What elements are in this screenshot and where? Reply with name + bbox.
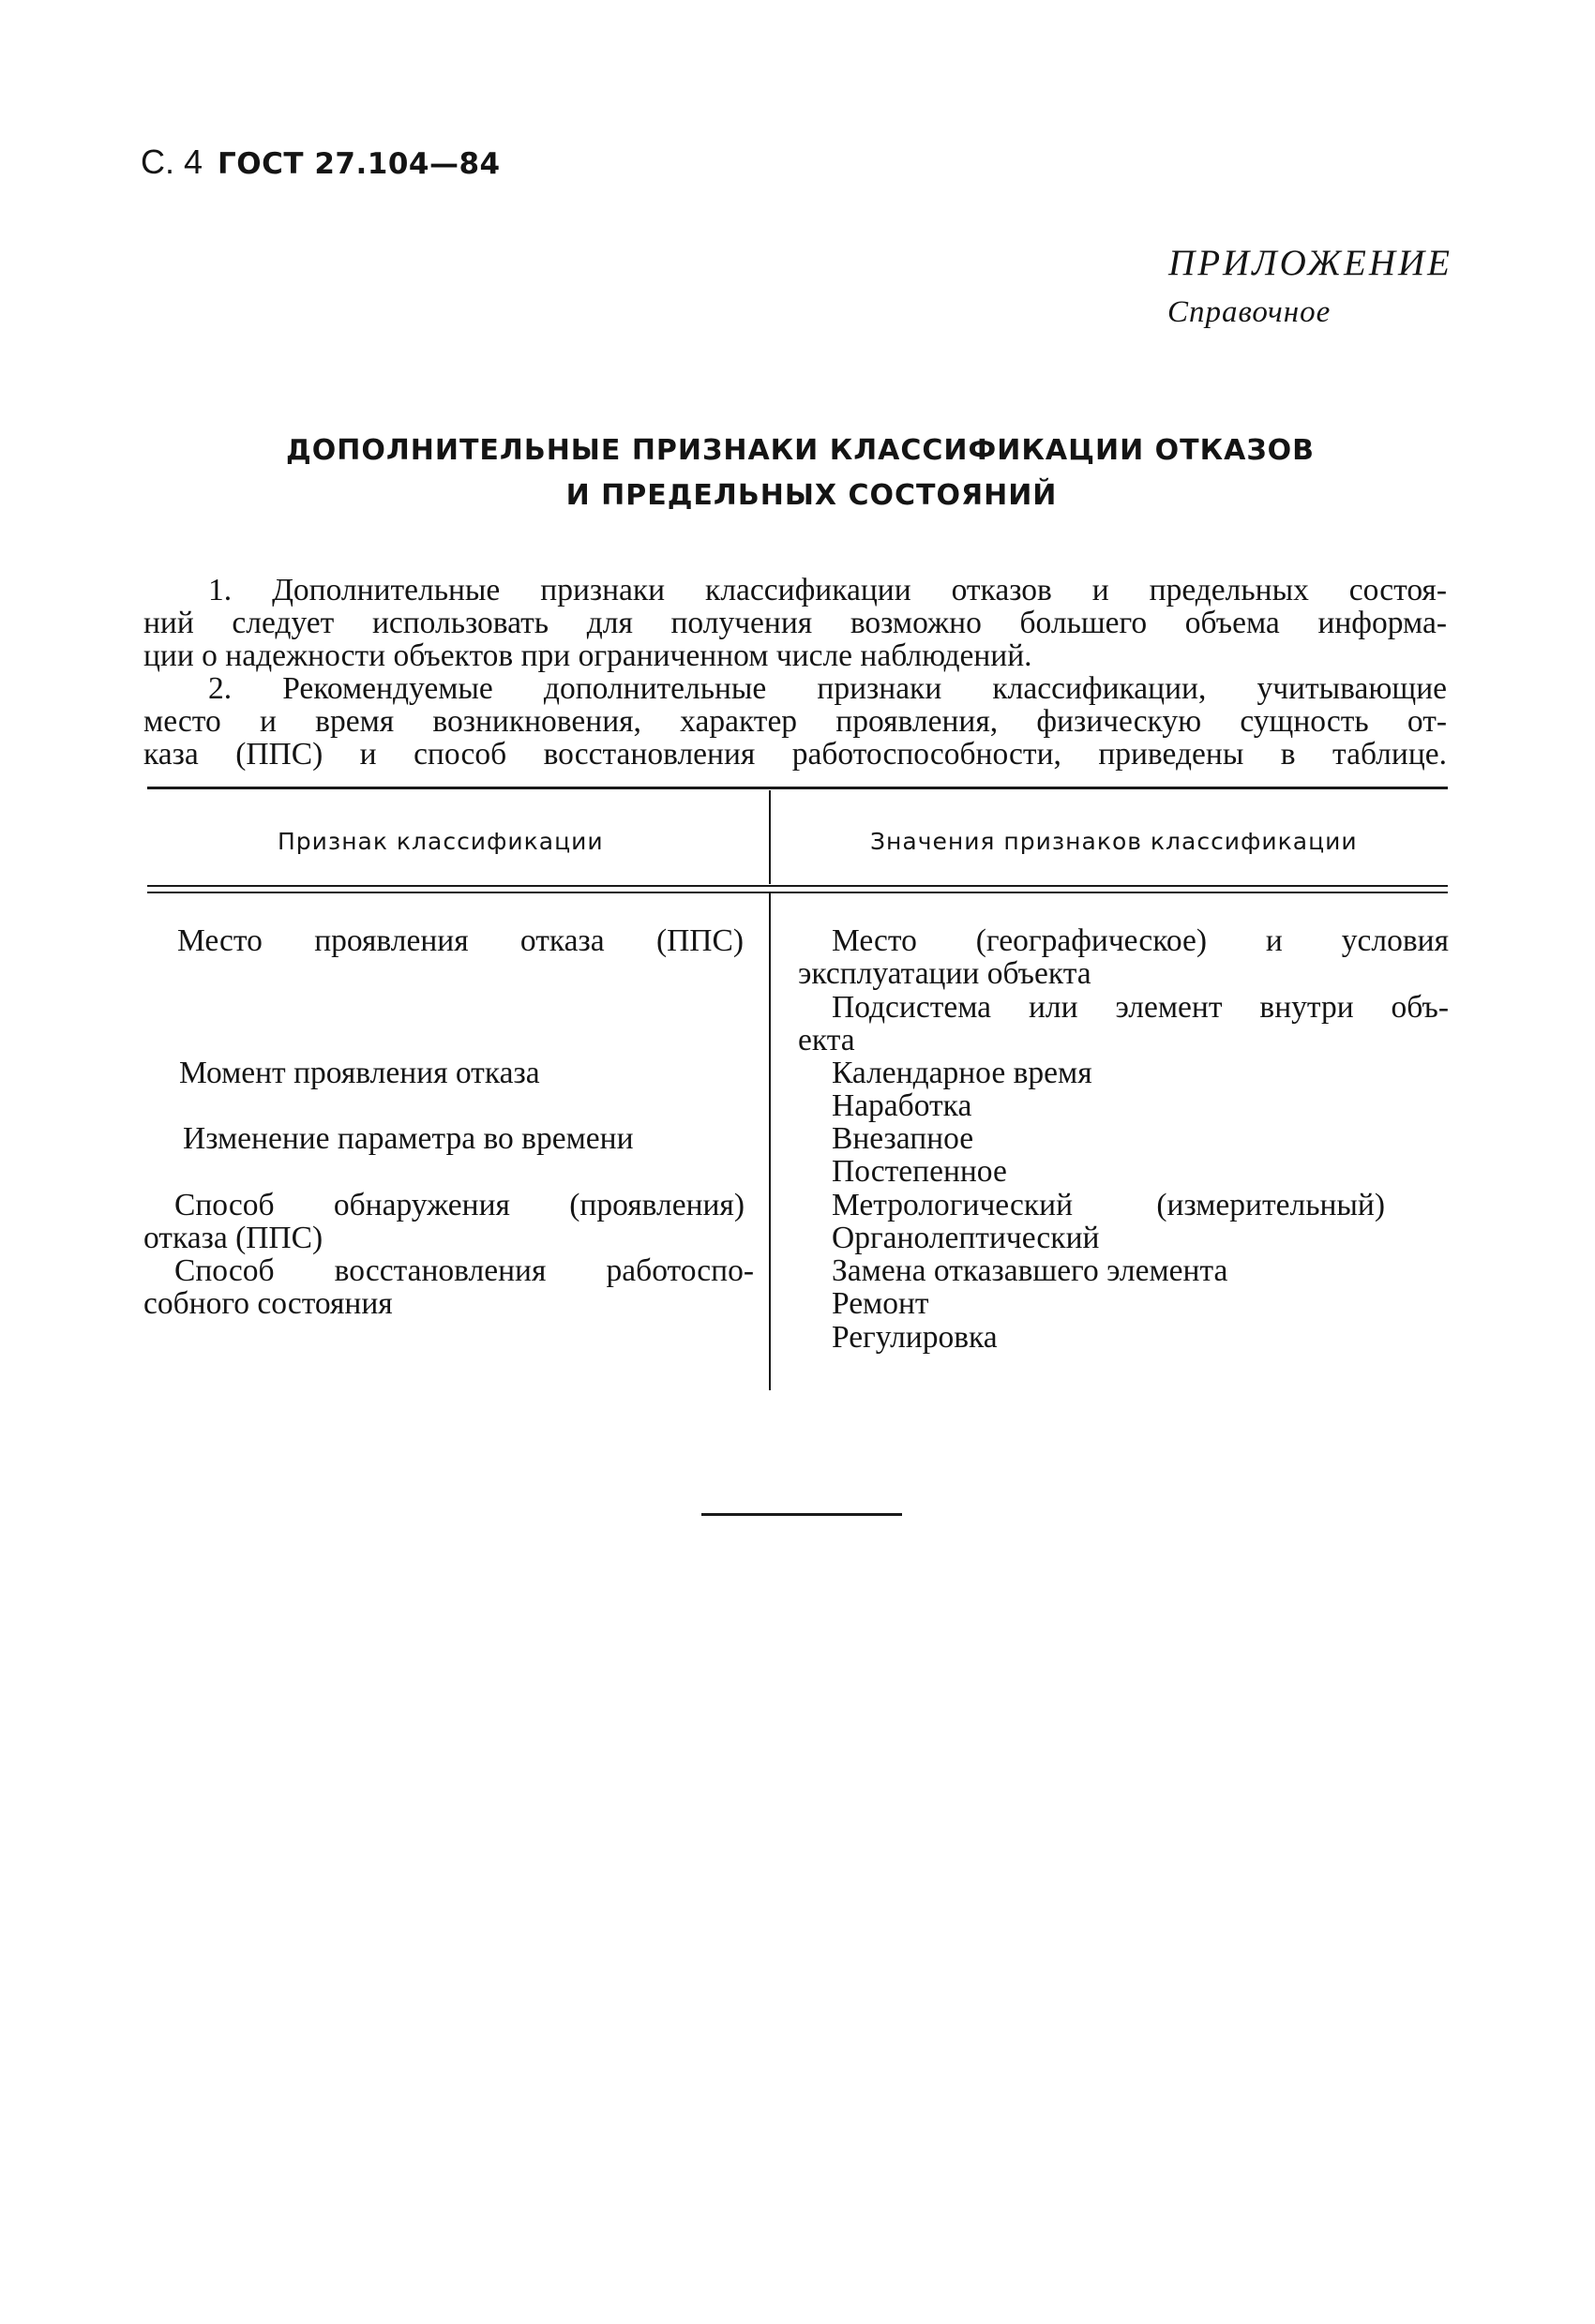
paragraph-line: ний следует использовать для получения возможно большего объема информа-: [143, 606, 1447, 640]
table-cell-feature: Способ обнаружения (проявления): [174, 1188, 745, 1222]
table-cell-value: Постепенное: [832, 1154, 1007, 1189]
table-cell-value: екта: [798, 1023, 855, 1057]
table-cell-value: Замена отказавшего элемента: [832, 1253, 1228, 1288]
paragraph-line: ции о надежности объектов при ограниченном числе наблюдений.: [143, 638, 1032, 673]
table-cell-value: Подсистема или элемент внутри объ-: [832, 990, 1449, 1025]
table-cell-feature: собного состояния: [143, 1286, 393, 1321]
page-number: С. 4: [141, 142, 203, 181]
appendix-note: Справочное: [1167, 295, 1332, 329]
table-cell-feature: Момент проявления отказа: [179, 1056, 540, 1090]
table-header-values: Значения признаков классификации: [870, 828, 1358, 855]
table-cell-feature: Способ восстановления работоспо-: [174, 1253, 754, 1288]
paragraph-line: каза (ППС) и способ восстановления работоспособности, приведены в таблице.: [143, 737, 1447, 772]
table-cell-feature: отказа (ППС): [143, 1221, 324, 1255]
paragraph-2: [143, 672, 1447, 771]
table-cell-value: Внезапное: [832, 1121, 974, 1156]
table-column-divider: [769, 893, 771, 1390]
table-top-rule: [147, 787, 1448, 789]
section-title-line-1: ДОПОЛНИТЕЛЬНЫЕ ПРИЗНАКИ КЛАССИФИКАЦИИ ОТКАЗОВ: [285, 434, 1316, 467]
table-header-divider: [769, 790, 771, 884]
table-header-rule-lower: [147, 892, 1448, 893]
standard-code: ГОСТ 27.104—84: [218, 147, 501, 181]
paragraph-line: 1. Дополнительные признаки классификации отказов и предельных состоя-: [208, 573, 1447, 607]
table-cell-value: Наработка: [832, 1088, 972, 1123]
table-cell-value: эксплуатации объекта: [798, 956, 1091, 991]
table-cell-value: Ремонт: [832, 1286, 929, 1321]
paragraph-1: [143, 574, 1447, 672]
appendix-label: ПРИЛОЖЕНИЕ: [1168, 243, 1452, 283]
table-cell-value: Органолептический: [832, 1221, 1100, 1255]
table-cell-value: Место (географическое) и условия: [832, 923, 1449, 958]
table-cell-value: Календарное время: [832, 1056, 1092, 1090]
page-header: [141, 142, 501, 182]
table-header-feature: Признак классификации: [278, 828, 604, 855]
paragraph-line: место и время возникновения, характер проявления, физическую сущность от-: [143, 704, 1447, 739]
table-cell-feature: Изменение параметра во времени: [183, 1121, 634, 1156]
table-cell-value: Метрологический (измерительный): [832, 1188, 1385, 1222]
table-header-rule-upper: [147, 885, 1448, 887]
paragraph-line: 2. Рекомендуемые дополнительные признаки классификации, учитывающие: [208, 671, 1447, 706]
table-cell-value: Регулировка: [832, 1320, 998, 1355]
end-of-document-rule: [701, 1513, 902, 1516]
section-title-line-2: И ПРЕДЕЛЬНЫХ СОСТОЯНИЙ: [565, 479, 1058, 512]
table-cell-feature: Место проявления отказа (ППС): [177, 923, 744, 958]
